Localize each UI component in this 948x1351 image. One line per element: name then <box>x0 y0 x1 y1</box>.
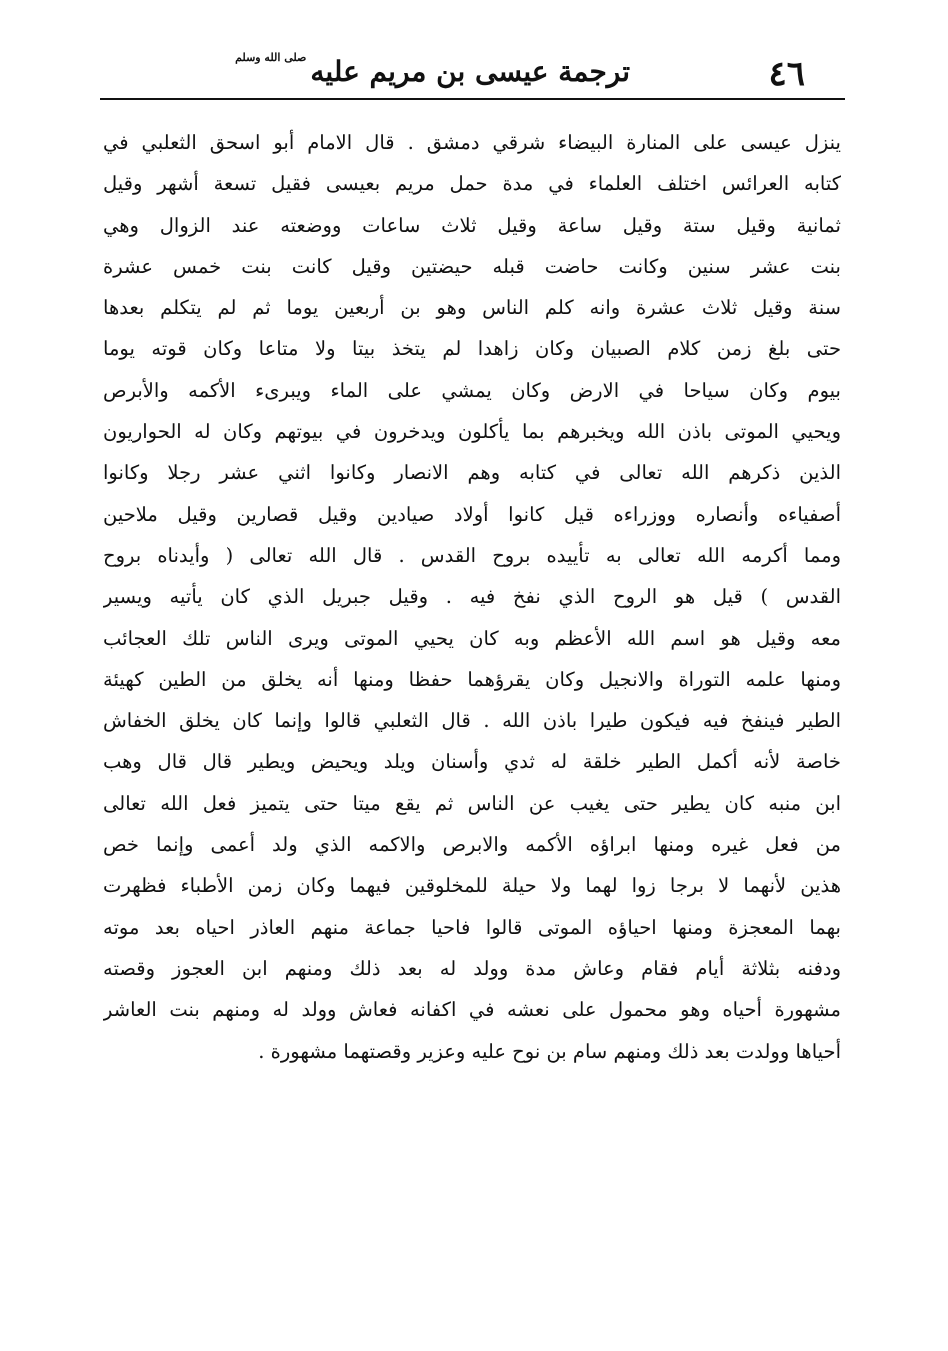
text-line: أحياها وولدت بعد ذلك ومنهم سام بن نوح عليه وعزير وقصتهما مشهورة . <box>258 1039 841 1063</box>
text-line: ينزل عيسى على المنارة البيضاء شرقي دمشق . قال الامام أبو اسحق الثعلبي في <box>103 131 841 154</box>
text-line: مشهورة أحياه وهو محمول على نعشه في اكفانه فعاش وولد له ومنهم بنت العاشر <box>103 998 841 1022</box>
text-line: القدس ) قيل هو الروح الذي نفخ فيه . وقيل جبريل الذي كان يأتيه ويسير <box>103 585 841 609</box>
text-line: خاصة لأنه أكمل الطير خلقة له ثدي وأسنان ويلد ويحيض ويطير قال قال وهب <box>103 750 841 774</box>
text-line: بهما المعجزة ومنها احياؤه الموتى قالوا فاحيا جماعة منهم العاذر احياه بعد موته <box>103 915 841 939</box>
page-number: ٤٦ <box>768 54 805 94</box>
text-line: الطير فينفخ فيه فيكون طيرا باذن الله . قال الثعلبي قالوا وإنما كان يخلق الخفاش <box>103 709 841 733</box>
text-line: بيوم وكان سياحا في الارض وكان يمشي على الماء ويبرىء الأكمه والأبرص <box>103 378 841 402</box>
header-divider <box>100 98 845 100</box>
text-line: معه وقيل هو اسم الله الأعظم وبه كان يحيي الموتى ويرى الناس تلك العجائب <box>103 626 841 650</box>
text-line: ودفنه بثلاثة أيام فقام وعاش مدة وولد له بعد ذلك ومنهم ابن العجوز وقصته <box>103 956 841 980</box>
running-title <box>235 51 630 92</box>
text-line: بنت عشر سنين وكانت حاضت قبله حيضتين وقيل كانت بنت خمس عشرة <box>103 254 841 278</box>
text-line: الذين ذكرهم الله تعالى في كتابه وهم الانصار وكانوا اثني عشر رجلا وكانوا <box>103 461 841 485</box>
text-line: ومنها علمه التوراة والانجيل وكان يقرؤهما حفظا ومنها أنه يخلق من الطين كهيئة <box>103 667 841 691</box>
running-title-text: ترجمة عيسى بن مريم عليه <box>310 55 630 88</box>
honorific-glyph: صلى الله وسلم <box>235 51 307 64</box>
text-line: ويحيي الموتى باذن الله ويخبرهم بما يأكلون ويدخرون في بيوتهم وكان له الحواريون <box>103 420 841 444</box>
text-line: أصفياءه وأنصاره ووزراءه قيل كانوا أولاد صيادين وقيل قصارين وقيل ملاحين <box>103 502 841 526</box>
text-line: كتابه العرائس اختلف العلماء في مدة حمل مريم بعيسى فقيل تسعة أشهر وقيل <box>103 172 841 196</box>
text-line: ومما أكرمه الله تعالى به تأييده بروح القدس . قال الله تعالى ( وأيدناه بروح <box>103 543 841 567</box>
text-line: ابن منبه كان يطير حتى يغيب عن الناس ثم يقع ميتا حتى يتميز فعل الله تعالى <box>103 791 841 815</box>
text-line: حتى بلغ زمن كلام الصبيان وكان زاهدا لم يتخذ بيتا ولا متاعا وكان قوته يوما <box>103 337 841 361</box>
page-header <box>100 40 845 98</box>
text-line: سنة وقيل ثلاث عشرة وانه كلم الناس وهو بن أربعين يوما ثم لم يتكلم بعدها <box>103 296 841 320</box>
body-text <box>103 122 841 1072</box>
text-line: ثمانية وقيل ستة وقيل ساعة وقيل ثلاث ساعات ووضعته عند الزوال وهي <box>103 213 841 237</box>
text-line: هذين لأنهما لا برجا زوا لهما ولا حيلة للمخلوقين فيهما وكان زمن الأطباء فظهرت <box>103 874 841 898</box>
text-line: من فعل غيره ومنها ابراؤه الأكمه والابرص والاكمه الذي ولد أعمى وإنما خص <box>103 833 841 857</box>
